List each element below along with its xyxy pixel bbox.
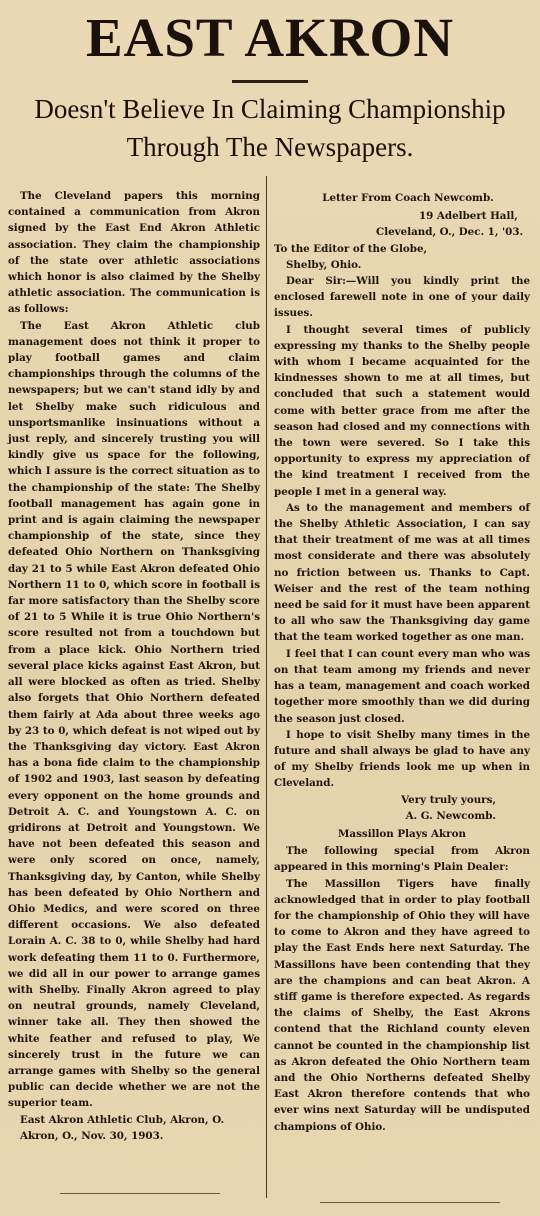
headline-rule: [232, 80, 308, 83]
subhead: [0, 90, 540, 166]
letter-recipient-line-1: To the Editor of the Globe,: [274, 242, 428, 255]
left-paragraph-1: The Cleveland papers this morning contained a communication from Akron signed by the East End Akron Athletic association. They claim the championship of the state over athletic associations which honor is also claimed by the Shelby athletic association. The communication is as follows:: [8, 190, 260, 316]
letter-address-line-1: 19 Adelbert Hall,: [419, 210, 518, 223]
section-paragraph-2: The Massillon Tigers have finally acknowledged that in order to play football for the championship of Ohio they will have to come to Akron and they have agreed to play the East Ends here next Saturday. The Massillons have been contending that they are the champions and can beat Akron. A stiff game is therefore expected. As regards the claims of Shelby, the East Akrons contend that the Richland county eleven cannot be counted in the championship list as Akron defeated the Ohio Northern team and the Ohio Northerns defeated Shelby East Akron therefore contends that who ever wins next Saturday will be undisputed champions of Ohio.: [274, 877, 530, 1133]
left-signature-club: East Akron Athletic Club, Akron, O.: [20, 1113, 225, 1126]
letter-paragraph-4: I feel that I can count every man who was on that team among my friends and never has a team, management and coach worked together more smoothly than we did during the season just closed.: [274, 647, 530, 725]
left-signature-date: Akron, O., Nov. 30, 1903.: [20, 1129, 164, 1142]
letter-closing: Very truly yours,: [401, 793, 496, 806]
subhead-line-2: Through The Newspapers.: [126, 132, 414, 162]
right-end-rule: [320, 1202, 500, 1203]
letter-paragraph-1: Dear Sir:—Will you kindly print the enclosed farewell note in one of your daily issues.: [274, 275, 530, 320]
letter-paragraph-3: As to the management and members of the Shelby Athletic Association, I can say that their treatment of me was at all times most considerate and there was absolutely no friction between us. Thanks to Capt. Weiser and the rest of the team nothing need be said for it must have been apparent to all who saw the Thanksgiving day game that the team worked together as one man.: [274, 501, 530, 644]
left-column: [8, 188, 260, 1144]
subhead-line-1: Doesn't Believe In Claiming Championship: [34, 94, 506, 124]
column-divider: [266, 176, 267, 1198]
letter-paragraph-5: I hope to visit Shelby many times in the future and shall always be glad to have any of my Shelby friends look me up when in Cleveland.: [274, 728, 530, 790]
section-paragraph-1: The following special from Akron appeared in this morning's Plain Dealer:: [274, 845, 530, 874]
left-paragraph-2: The East Akron Athletic club management does not think it proper to play football games and claim championships through the columns of the newspapers; but we can't stand idly by and let Shelby make such ridiculous and unsportsmanlike insinuations without a just reply, and sincerely trusting you will kindly give us space for the following, which I assure is the correct situation as to the championship of the state: The Shelby football management has again gone in print and is again claiming the newspaper championship of the state, since they defeated Ohio Northern on Thanksgiving day 21 to 5 while East Akron defeated Ohio Northern 11 to 0, which score in football is far more satisfactory than the Shelby score of 21 to 5 While it is true Ohio Northern's score resulted not from a touchdown but from a place kick. Ohio Northern tried several place kicks against East Akron, but all were blocked as often as tried. Shelby also forgets that Ohio Northern defeated them fairly at Ada about three weeks ago by 23 to 0, which defeat is not wiped out by the Thanksgiving day victory. East Akron has a bona fide claim to the championship of 1902 and 1903, last season by defeating every opponent on the home grounds and Detroit A. C. and Youngstown A. C. on gridirons at Detroit and Youngstown. We have not been defeated this season and were only scored on once, namely, Thanksgiving day, by Canton, while Shelby has been defeated by Ohio Northern and Ohio Medics, and were scored on three different occasions. We also defeated Lorain A. C. 38 to 0, while Shelby had hard work defeating them 11 to 0. Furthermore, we did all in our power to arrange games with Shelby. Finally Akron agreed to play on neutral grounds, namely Cleveland, winner take all. They then showed the white feather and refused to play, We sincerely trust in the future we can arrange games with Shelby so the general public can decide whether we are not the superior team.: [8, 319, 260, 1110]
letter-address-line-2: Cleveland, O., Dec. 1, '03.: [376, 226, 524, 239]
letter-signature: A. G. Newcomb.: [405, 809, 496, 822]
headline: EAST AKRON: [85, 7, 455, 68]
letter-paragraph-2: I thought several times of publicly expressing my thanks to the Shelby people with whom I became acquainted for the kindnesses shown to me at all times, but concluded that such a statement would come with better grace from me after the season had closed and my connections with the town were severed. So I take this opportunity to express my appreciation of the kind treatment I received from the people I met in a general way.: [274, 323, 530, 498]
section-title: Massillon Plays Akron: [338, 827, 466, 840]
right-column: [274, 190, 530, 1135]
letter-recipient-line-2: Shelby, Ohio.: [286, 258, 362, 271]
letter-title: Letter From Coach Newcomb.: [322, 192, 494, 204]
left-end-rule: [60, 1193, 220, 1194]
